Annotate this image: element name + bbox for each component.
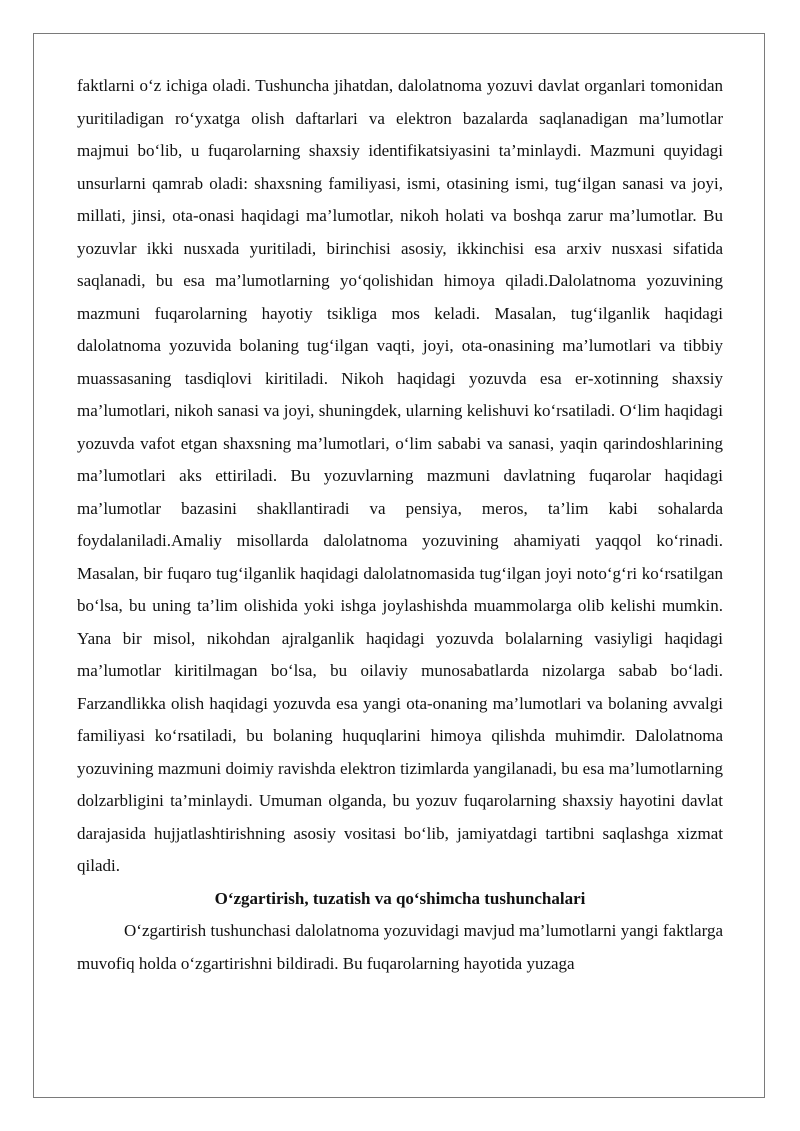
section-heading: O‘zgartirish, tuzatish va qo‘shimcha tushunchalari: [214, 888, 586, 908]
body-paragraph: O‘zgartirish tushunchasi dalolatnoma yozuvidagi mavjud ma’lumotlarni yangi faktlarga muvofiq holda o‘zgartirishni bildiradi. Bu fuqarolarning hayotida yuzaga: [77, 921, 723, 973]
body-paragraph: faktlarni o‘z ichiga oladi. Tushuncha jihatdan, dalolatnoma yozuvi davlat organlari tomonidan yuritiladigan ro‘yxatga olish daftarlari va elektron bazalarda saqlanadigan ma’lumotlar majmui bo‘lib, u fuqarolarning shaxsiy identifikatsiyasini ta’minlaydi. Mazmuni quyidagi unsurlarni qamrab oladi: shaxsning familiyasi, ismi, otasining ismi, tug‘ilgan sanasi va joyi, millati, jinsi, ota-onasi haqidagi ma’lumotlar, nikoh holati va boshqa zarur ma’lumotlar. Bu yozuvlar ikki nusxada yuritiladi, birinchisi asosiy, ikkinchisi esa arxiv nusxasi sifatida saqlanadi, bu esa ma’lumotlarning yo‘qolishidan himoya qiladi.Dalolatnoma yozuvining mazmuni fuqarolarning hayotiy tsikliga mos keladi. Masalan, tug‘ilganlik haqidagi dalolatnoma yozuvida bolaning tug‘ilgan vaqti, joyi, ota-onasining ma’lumotlari va tibbiy muassasaning tasdiqlovi kiritiladi. Nikoh haqidagi yozuvda esa er-xotinning shaxsiy ma’lumotlari, nikoh sanasi va joyi, shuningdek, ularning kelishuvi ko‘rsatiladi. O‘lim haqidagi yozuvda vafot etgan shaxsning ma’lumotlari, o‘lim sababi va sanasi, yaqin qarindoshlarining ma’lumotlari aks ettiriladi. Bu yozuvlarning mazmuni davlatning fuqarolar haqidagi ma’lumotlar bazasini shakllantiradi va pensiya, meros, ta’lim kabi sohalarda foydalaniladi.Amaliy misollarda dalolatnoma yozuvining ahamiyati yaqqol ko‘rinadi. Masalan, bir fuqaro tug‘ilganlik haqidagi dalolatnomasida tug‘ilgan joyi noto‘g‘ri ko‘rsatilgan bo‘lsa, bu uning ta’lim olishida yoki ishga joylashishda muammolarga olib kelishi mumkin. Yana bir misol, nikohdan ajralganlik haqidagi yozuvda bolalarning vasiyligi haqidagi ma’lumotlar kiritilmagan bo‘lsa, bu oilaviy munosabatlarda nizolarga sabab bo‘ladi. Farzandlikka olish haqidagi yozuvda esa yangi ota-onaning ma’lumotlari va bolaning avvalgi familiyasi ko‘rsatiladi, bu bolaning huquqlarini himoya qilishda muhimdir. Dalolatnoma yozuvining mazmuni doimiy ravishda elektron tizimlarda yangilanadi, bu esa ma’lumotlarning dolzarbligini ta’minlaydi. Umuman olganda, bu yozuv fuqarolarning shaxsiy hayotini davlat darajasida hujjatlashtirishning asosiy vositasi bo‘lib, jamiyatdagi tartibni saqlashga xizmat qiladi.: [77, 76, 723, 875]
document-body: [77, 70, 723, 980]
